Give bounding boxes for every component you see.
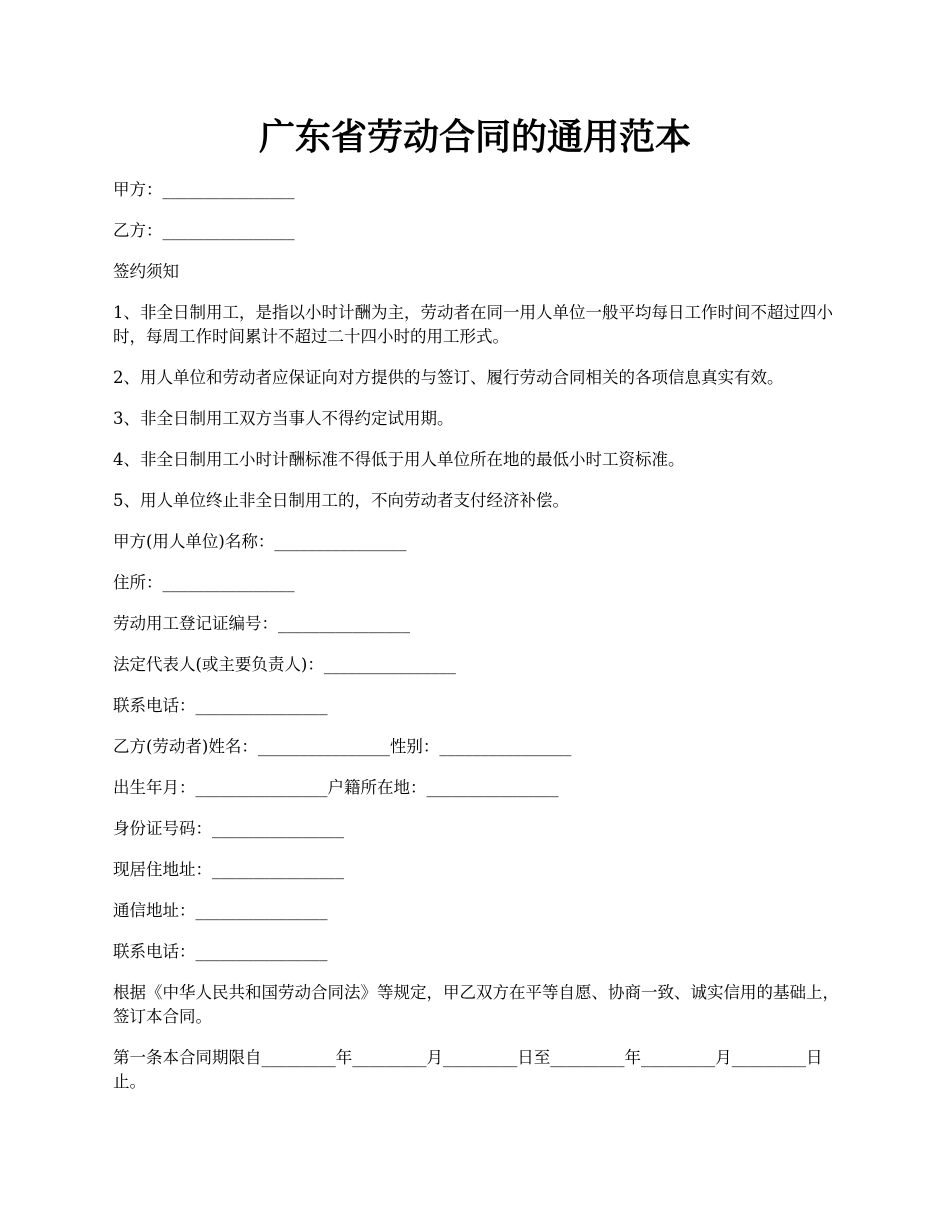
legal-representative-field: 法定代表人(或主要负责人)：________________ [113, 655, 456, 674]
party-a-line: 甲方：________________ [113, 180, 295, 199]
employer-address-field: 住所：________________ [113, 573, 295, 592]
notice-item-5: 5、用人单位终止非全日制用工的，不向劳动者支付经济补偿。 [113, 491, 569, 510]
contract-preamble: 根据《中华人民共和国劳动合同法》等规定，甲乙双方在平等自愿、协商一致、诚实信用的基础上，签订本合同。 [113, 983, 839, 1026]
employer-name-field: 甲方(用人单位)名称：________________ [113, 532, 407, 551]
signing-notice-heading: 签约须知 [113, 262, 179, 281]
notice-item-4: 4、非全日制用工小时计酬标准不得低于用人单位所在地的最低小时工资标准。 [113, 450, 685, 469]
notice-item-1: 1、非全日制用工，是指以小时计酬为主，劳动者在同一用人单位一般平均每日工作时间不超过四小时，每周工作时间累计不超过二十四小时的用工形式。 [113, 303, 833, 346]
mailing-address-field: 通信地址：________________ [113, 901, 328, 920]
article-one-term: 第一条本合同期限自_________年_________月_________日至_________年_________月_________日止。 [113, 1048, 823, 1091]
current-address-field: 现居住地址：________________ [113, 860, 344, 879]
document-body [113, 178, 840, 1111]
employee-name-gender-field: 乙方(劳动者)姓名：________________性别：________________ [113, 737, 572, 756]
birth-residence-field: 出生年月：________________户籍所在地：________________ [113, 778, 559, 797]
employment-registration-field: 劳动用工登记证编号：________________ [113, 614, 410, 633]
id-number-field: 身份证号码：________________ [113, 819, 344, 838]
employer-phone-field: 联系电话：________________ [113, 696, 328, 715]
party-b-line: 乙方：________________ [113, 221, 295, 240]
employee-phone-field: 联系电话：________________ [113, 942, 328, 961]
notice-item-2: 2、用人单位和劳动者应保证向对方提供的与签订、履行劳动合同相关的各项信息真实有效。 [113, 368, 784, 387]
document-title: 广东省劳动合同的通用范本 [258, 116, 691, 158]
notice-item-3: 3、非全日制用工双方当事人不得约定试用期。 [113, 409, 454, 428]
